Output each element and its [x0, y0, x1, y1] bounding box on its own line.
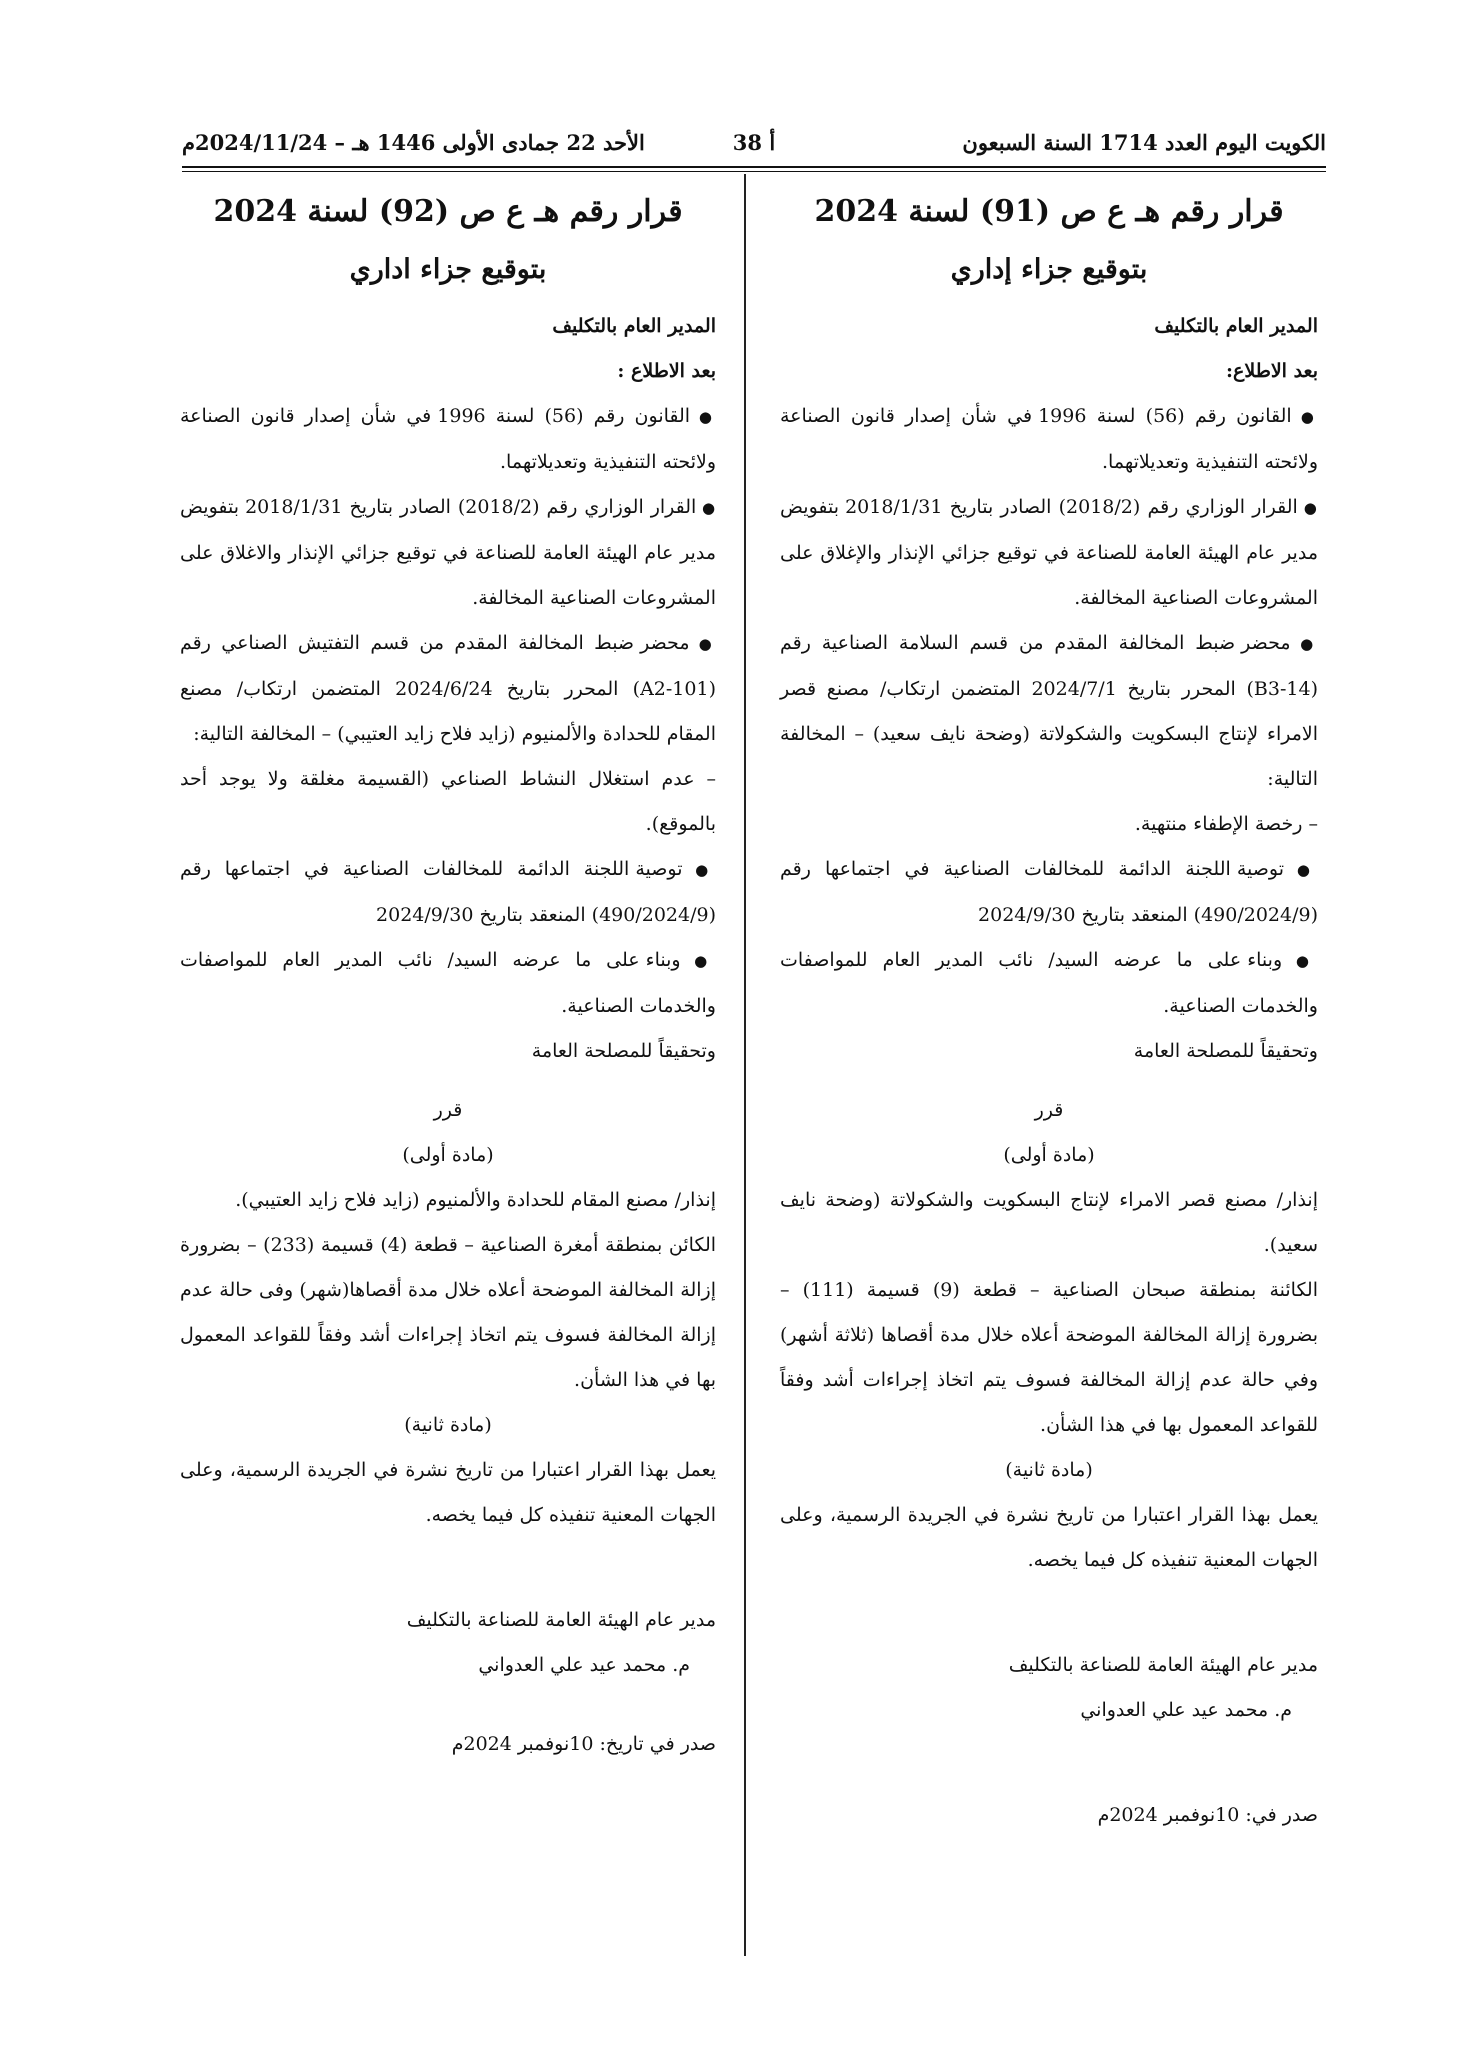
article-1-location: الكائنة بمنطقة صبحان الصناعية – قطعة (9) قسيمة (111) – بضرورة إزالة المخالفة الموضحة أعلاه خلال مدة أقصاها (ثلاثة أشهر) وفي حالة عدم إزالة المخالفة فسوف يتم اتخاذ إجراءات أشد وفقاً للقواعد المعمول بها في هذا الشأن.	[780, 1279, 1319, 1436]
header-issue-info: الكويت اليوم العدد 1714 السنة السبعون	[962, 129, 1326, 155]
decision-subtitle: بتوقيع جزاء اداري	[349, 254, 547, 285]
column-divider	[744, 174, 746, 1956]
after-review-line: بعد الاطلاع:	[1226, 360, 1318, 382]
article-1-heading: (مادة أولى)	[402, 1144, 494, 1166]
preamble-item: ● توصية اللجنة الدائمة للمخالفات الصناعية في اجتماعها رقم (490/2024/9) المنعقد بتاريخ 2024/9/30	[780, 847, 1318, 938]
preamble-item: ● وبناء على ما عرضه السيد/ نائب المدير العام للمواصفات والخدمات الصناعية.	[180, 938, 716, 1029]
preamble-item: ● محضر ضبط المخالفة المقدم من قسم التفتيش الصناعي رقم (A2-101) المحرر بتاريخ 2024/6/24 المتضمن ارتكاب/ مصنع المقام للحدادة والألمنيوم (زايد فلاح زايد العتيبي) – المخالفة التالية:	[180, 621, 716, 757]
director-line: المدير العام بالتكليف	[552, 315, 716, 337]
decision-subtitle: بتوقيع جزاء إداري	[950, 254, 1148, 285]
preamble-item: ● القرار الوزاري رقم (2018/2) الصادر بتاريخ 2018/1/31 بتفويض مدير عام الهيئة العامة للصناعة في توقيع جزائي الإنذار والإغلاق على المشروعات الصناعية المخالفة.	[780, 485, 1318, 621]
issued-date: صدر في تاريخ: 10نوفمبر 2024م	[451, 1733, 716, 1755]
article-2-heading: (مادة ثانية)	[404, 1414, 492, 1436]
preamble-item: ● القرار الوزاري رقم (2018/2) الصادر بتاريخ 2018/1/31 بتفويض مدير عام الهيئة العامة للصناعة في توقيع جزائي الإنذار والاغلاق على المشروعات الصناعية المخالفة.	[180, 485, 716, 621]
preamble-item: وتحقيقاً للمصلحة العامة	[1133, 1040, 1318, 1062]
decision-92-column	[180, 182, 716, 1767]
article-2-text: يعمل بهذا القرار اعتبارا من تاريخ نشرة في الجريدة الرسمية، وعلى الجهات المعنية تنفيذه كل فيما يخصه.	[180, 1459, 716, 1526]
article-1-heading: (مادة أولى)	[1003, 1144, 1095, 1166]
preamble-item: وتحقيقاً للمصلحة العامة	[531, 1040, 716, 1062]
header-rule-thick	[182, 166, 1326, 168]
decision-title: قرار رقم هـ ع ص (92) لسنة 2024	[213, 194, 683, 229]
article-1-location: الكائن بمنطقة أمغرة الصناعية – قطعة (4) قسيمة (233) – بضرورة إزالة المخالفة الموضحة أعلاه خلال مدة أقصاها(شهر) وفى حالة عدم إزالة المخالفة فسوف يتم اتخاذ إجراءات أشد وفقاً للقواعد المعمول بها في هذا الشأن.	[180, 1234, 717, 1391]
signature-name: م. محمد عيد علي العدواني	[1080, 1699, 1292, 1721]
article-2-heading: (مادة ثانية)	[1005, 1459, 1093, 1481]
preamble-item: ● القانون رقم (56) لسنة 1996 في شأن إصدار قانون الصناعة ولائحته التنفيذية وتعديلاتهما.	[180, 394, 716, 485]
article-1-text: إنذار/ مصنع المقام للحدادة والألمنيوم (زايد فلاح زايد العتيبي).	[235, 1189, 716, 1211]
after-review-line: بعد الاطلاع :	[617, 360, 716, 382]
decision-91-column	[780, 182, 1318, 1838]
issued-date: صدر في: 10نوفمبر 2024م	[1097, 1804, 1318, 1826]
preamble-item: ● القانون رقم (56) لسنة 1996 في شأن إصدار قانون الصناعة ولائحته التنفيذية وتعديلاتهما.	[780, 394, 1318, 485]
violation-item: – عدم استغلال النشاط الصناعي (القسيمة مغلقة ولا يوجد أحد بالموقع).	[180, 768, 716, 835]
header-date: الأحد 22 جمادى الأولى 1446 هـ – 2024/11/24م	[182, 129, 645, 155]
decided-heading: قرر	[433, 1099, 463, 1121]
preamble-item: ● توصية اللجنة الدائمة للمخالفات الصناعية في اجتماعها رقم (490/2024/9) المنعقد بتاريخ 2024/9/30	[180, 847, 716, 938]
article-2-text: يعمل بهذا القرار اعتبارا من تاريخ نشرة في الجريدة الرسمية، وعلى الجهات المعنية تنفيذه كل فيما يخصه.	[780, 1504, 1318, 1571]
signature-title: مدير عام الهيئة العامة للصناعة بالتكليف	[406, 1609, 716, 1631]
preamble-item: ● وبناء على ما عرضه السيد/ نائب المدير العام للمواصفات والخدمات الصناعية.	[780, 938, 1318, 1029]
page-header	[182, 120, 1326, 164]
violation-item: – رخصة الإطفاء منتهية.	[1134, 813, 1318, 835]
director-line: المدير العام بالتكليف	[1154, 315, 1318, 337]
signature-name: م. محمد عيد علي العدواني	[478, 1654, 690, 1676]
article-1-text: إنذار/ مصنع قصر الامراء لإنتاج البسكويت والشكولاتة (وضحة نايف سعيد).	[780, 1189, 1318, 1256]
signature-title: مدير عام الهيئة العامة للصناعة بالتكليف	[1008, 1654, 1318, 1676]
header-page-number: أ 38	[732, 129, 776, 155]
decided-heading: قرر	[1034, 1099, 1064, 1121]
preamble-item: ● محضر ضبط المخالفة المقدم من قسم السلامة الصناعية رقم (B3-14) المحرر بتاريخ 2024/7/1 المتضمن ارتكاب/ مصنع قصر الامراء لإنتاج البسكويت والشكولاتة (وضحة نايف سعيد) – المخالفة التالية:	[780, 621, 1318, 802]
header-rule-thin	[182, 171, 1326, 172]
decision-title: قرار رقم هـ ع ص (91) لسنة 2024	[814, 194, 1284, 229]
